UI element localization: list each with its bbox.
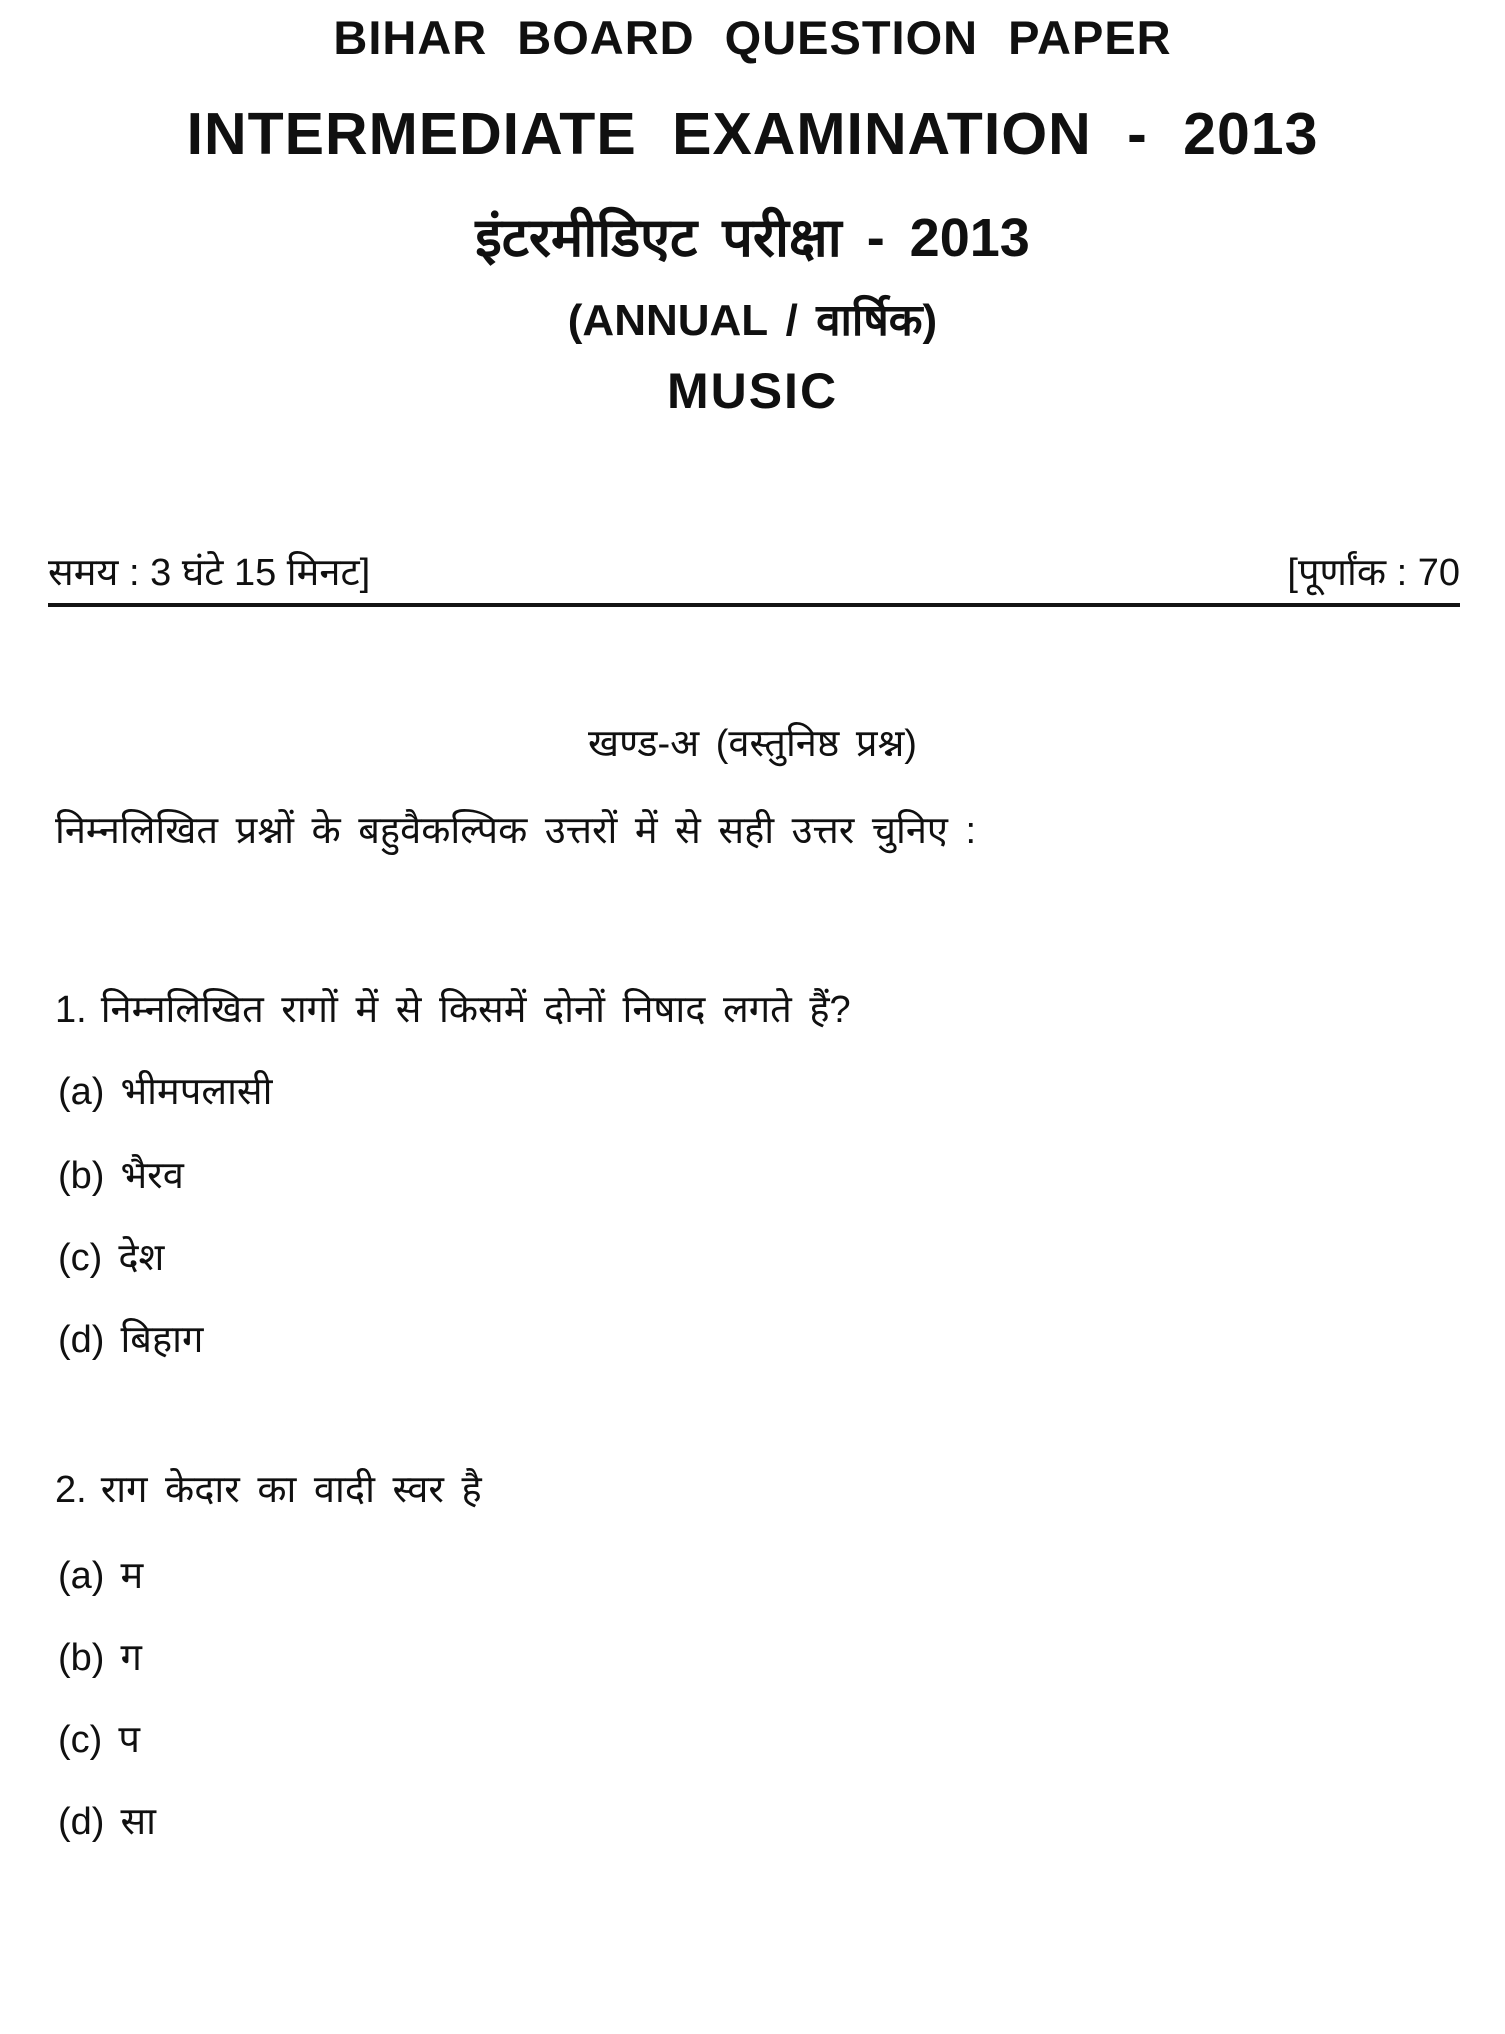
question-1-option-d — [58, 1312, 203, 1364]
question-1-option-a — [58, 1064, 272, 1116]
time-marks-row — [48, 545, 1460, 607]
section-instruction: निम्नलिखित प्रश्नों के बहुवैकल्पिक उत्तरों में से सही उत्तर चुनिए : — [55, 810, 977, 852]
exam-title: INTERMEDIATE EXAMINATION - 2013 — [186, 101, 1319, 167]
time-allowed-label: समय : 3 घंटे 15 मिनट] — [48, 552, 371, 594]
session-annual-line: (ANNUAL / वार्षिक) — [567, 296, 938, 345]
question-2-number: 2. — [55, 1469, 87, 1511]
question-2-option-d-label: (d) — [58, 1801, 105, 1843]
question-2-text: राग केदार का वादी स्वर है — [100, 1469, 482, 1511]
question-1-option-a-text: भीमपलासी — [120, 1071, 273, 1113]
question-1-option-c — [58, 1230, 164, 1282]
question-2-option-a-label: (a) — [58, 1555, 105, 1597]
question-2-option-a — [58, 1548, 143, 1600]
question-1-option-b-text: भैरव — [120, 1155, 184, 1197]
question-1-option-b-label: (b) — [58, 1155, 105, 1197]
question-2 — [55, 1462, 482, 1514]
question-1-option-c-label: (c) — [58, 1237, 103, 1279]
full-marks-label: [पूर्णांक : 70 — [1287, 552, 1460, 594]
subject-title: MUSIC — [666, 363, 839, 419]
question-2-option-c-text: प — [118, 1719, 140, 1761]
question-1-number: 1. — [55, 989, 87, 1031]
question-1-text: निम्नलिखित रागों में से किसमें दोनों निषाद लगते हैं? — [100, 989, 851, 1031]
question-1-option-d-text: बिहाग — [120, 1319, 204, 1361]
question-2-option-c — [58, 1712, 140, 1764]
question-1-option-d-label: (d) — [58, 1319, 105, 1361]
question-1 — [55, 982, 851, 1034]
question-2-option-b-label: (b) — [58, 1637, 105, 1679]
board-title: BIHAR BOARD QUESTION PAPER — [333, 11, 1172, 64]
question-1-option-a-label: (a) — [58, 1071, 105, 1113]
question-2-option-a-text: म — [120, 1555, 144, 1597]
question-2-option-b — [58, 1630, 142, 1682]
question-2-option-c-label: (c) — [58, 1719, 103, 1761]
question-2-option-b-text: ग — [120, 1637, 142, 1679]
section-a-heading: खण्ड-अ (वस्तुनिष्ठ प्रश्न) — [588, 723, 917, 765]
question-2-option-d — [58, 1794, 156, 1846]
question-1-option-c-text: देश — [118, 1237, 165, 1279]
question-1-option-b — [58, 1148, 184, 1200]
question-2-option-d-text: सा — [120, 1801, 156, 1843]
exam-title-hindi: इंटरमीडिएट परीक्षा - 2013 — [475, 208, 1030, 268]
